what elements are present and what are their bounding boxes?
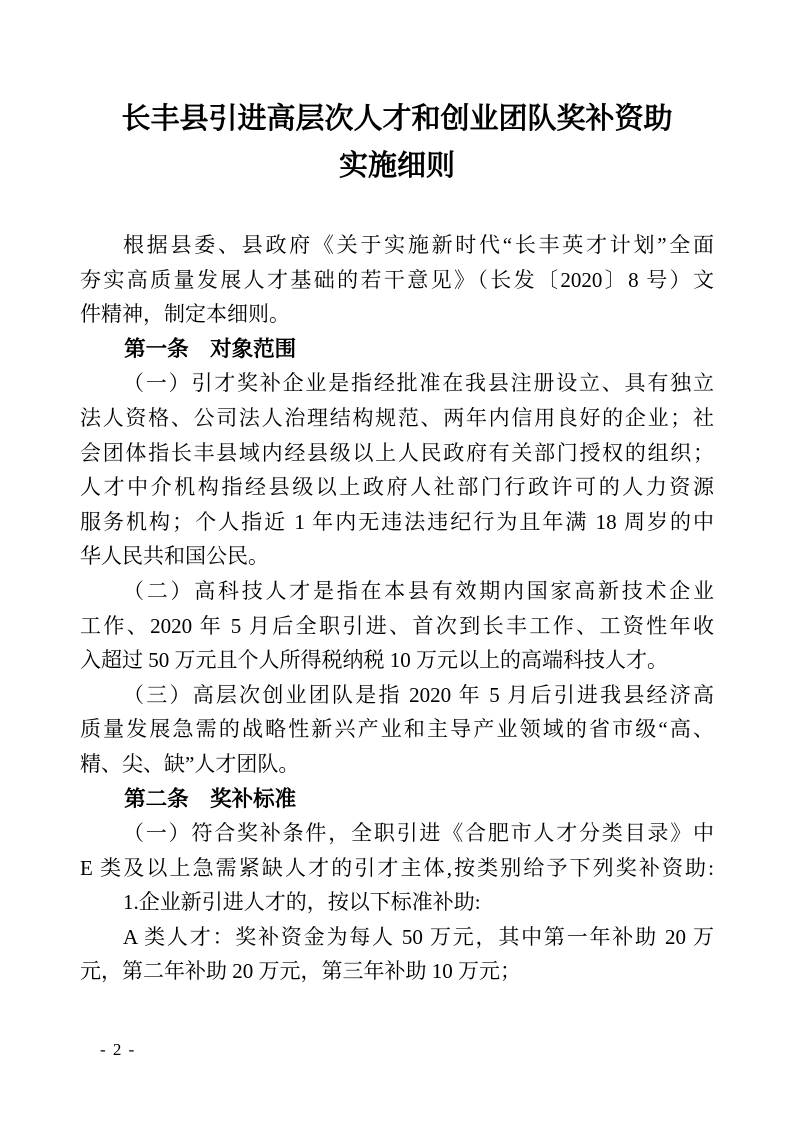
body-line: （二）高科技人才是指在本县有效期内国家高新技术企业 <box>123 578 714 603</box>
body-line: 工作、2020 年 5 月后全职引进、首次到长丰工作、工资性年收 <box>80 613 714 638</box>
body-line: 1.企业新引进人才的，按以下标准补助: <box>123 890 481 915</box>
body-line: 华人民共和国公民。 <box>80 544 269 569</box>
body-line: 服务机构；个人指近 1 年内无违法违纪行为且年满 18 周岁的中 <box>80 509 714 534</box>
body-line: （一）引才奖补企业是指经批准在我县注册设立、具有独立 <box>123 371 714 396</box>
body-line: 元，第二年补助 20 万元，第三年补助 10 万元； <box>80 959 521 984</box>
body-line: 根据县委、县政府《关于实施新时代“长丰英才计划”全面 <box>123 233 714 257</box>
body-line: （三）高层次创业团队是指 2020 年 5 月后引进我县经济高 <box>123 682 714 707</box>
section-heading: 第一条 对象范围 <box>124 336 297 361</box>
page-number: - 2 - <box>100 1040 136 1059</box>
body-line: 质量发展急需的战略性新兴产业和主导产业领域的省市级“高、 <box>80 717 714 742</box>
document-title-line-1: 长丰县引进高层次人才和创业团队奖补资助 <box>121 103 673 135</box>
body-line: 入超过 50 万元且个人所得税纳税 10 万元以上的高端科技人才。 <box>80 648 668 673</box>
body-line: 精、尖、缺”人才团队。 <box>80 751 300 776</box>
document-title-line-2: 实施细则 <box>338 150 455 182</box>
document-body <box>80 228 714 989</box>
body-line: 人才中介机构指经县级以上政府人社部门行政许可的人力资源 <box>80 475 714 500</box>
body-line: 会团体指长丰县域内经县级以上人民政府有关部门授权的组织； <box>80 440 714 465</box>
body-line: （一）符合奖补条件，全职引进《合肥市人才分类目录》中 <box>123 821 714 846</box>
section-heading: 第二条 奖补标准 <box>124 786 297 811</box>
body-line: 夯实高质量发展人才基础的若干意见》（长发〔2020〕8 号）文 <box>80 267 714 292</box>
body-line: E 类及以上急需紧缺人才的引才主体,按类别给予下列奖补资助: <box>80 855 714 880</box>
body-line: 件精神，制定本细则。 <box>80 302 290 327</box>
body-line: 法人资格、公司法人治理结构规范、两年内信用良好的企业；社 <box>80 405 714 430</box>
document-title <box>60 96 734 190</box>
body-line: A 类人才：奖补资金为每人 50 万元，其中第一年补助 20 万 <box>123 924 714 949</box>
